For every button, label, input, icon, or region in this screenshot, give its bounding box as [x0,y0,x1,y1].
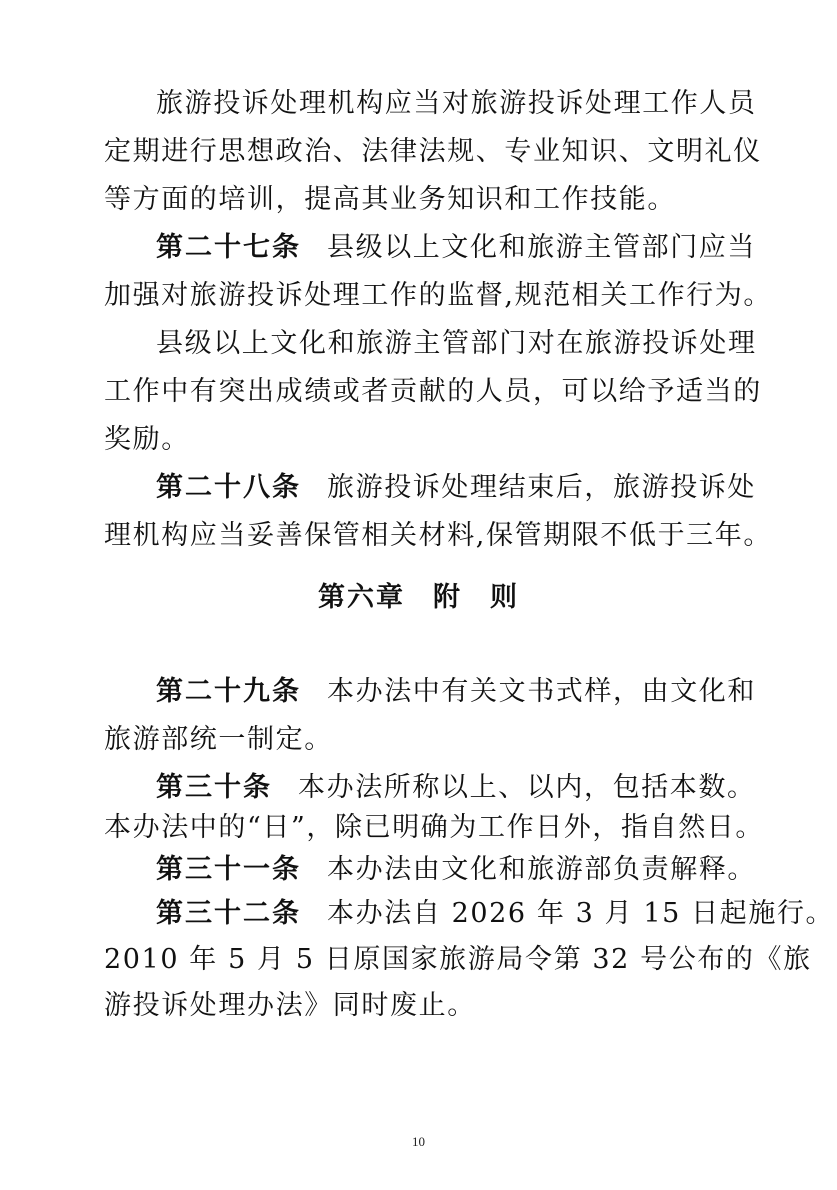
article-30-text: 本办法所称以上、以内，包括本数。 [298,772,756,803]
paragraph-reward-line-3: 奖励。 [104,424,190,455]
paragraph-training-line-1: 旅游投诉处理机构应当对旅游投诉处理工作人员 [156,88,757,119]
article-29-title: 第二十九条 [156,676,301,707]
paragraph-training-line-2: 定期进行思想政治、法律法规、专业知识、文明礼仪 [104,136,762,167]
chapter-title-char-1: 附 [433,582,462,613]
page-number: 10 [412,1134,425,1149]
article-28-line-1 [156,466,756,510]
paragraph-training-line-3: 等方面的培训，提高其业务知识和工作技能。 [104,184,676,215]
article-30-title: 第三十条 [156,772,272,803]
article-29-text: 本办法中有关文书式样，由文化和 [327,676,756,707]
article-32-title: 第三十二条 [156,898,301,929]
article-28-text: 旅游投诉处理结束后，旅游投诉处 [327,472,756,503]
chapter-title-char-2: 则 [490,582,519,613]
article-28-title: 第二十八条 [156,472,301,503]
article-29-line-2: 旅游部统一制定。 [104,724,333,755]
paragraph-reward-line-2: 工作中有突出成绩或者贡献的人员，可以给予适当的 [104,376,762,407]
article-27-title: 第二十七条 [156,232,301,263]
article-32-line-3: 游投诉处理办法》同时废止。 [104,990,476,1021]
article-31-text: 本办法由文化和旅游部负责解释。 [327,854,756,885]
article-27-text: 县级以上文化和旅游主管部门应当 [327,232,756,263]
article-30-line-2: 本办法中的“日”，除已明确为工作日外，指自然日。 [104,812,765,843]
chapter-heading [0,576,837,620]
article-27-line-1 [156,226,756,270]
article-31-title: 第三十一条 [156,854,301,885]
article-32-line-1 [156,892,835,936]
article-30-line-1 [156,766,756,810]
article-31-line-1 [156,848,756,892]
chapter-number: 第六章 [318,582,405,613]
article-32-line-2: 2010 年 5 月 5 日原国家旅游局令第 32 号公布的《旅 [104,944,812,975]
article-28-line-2: 理机构应当妥善保管相关材料,保管期限不低于三年。 [104,520,772,551]
article-27-line-2: 加强对旅游投诉处理工作的监督,规范相关工作行为。 [104,280,772,311]
article-32-text: 本办法自 2026 年 3 月 15 日起施行。 [327,898,835,929]
paragraph-reward-line-1: 县级以上文化和旅游主管部门对在旅游投诉处理 [156,328,757,359]
article-29-line-1 [156,670,756,714]
